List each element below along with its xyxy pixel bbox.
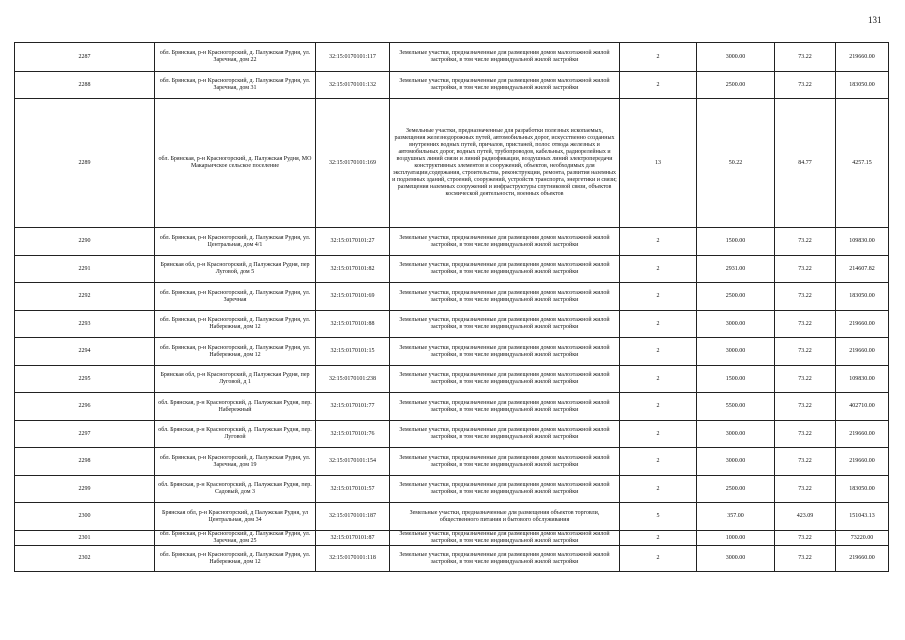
cadastral-value-cell: 219660.00	[836, 311, 889, 338]
table-row	[15, 448, 889, 476]
cadastral-value-cell: 402710.00	[836, 393, 889, 421]
use-group-cell: 2	[620, 476, 697, 503]
page-number: 131	[868, 15, 882, 25]
specific-value-cell: 73.22	[775, 228, 836, 256]
cadastral-value-cell: 219660.00	[836, 43, 889, 72]
land-use-cell: Земельные участки, предназначенные для размещения домов малоэтажной жилой застройки, в том числе индивидуальной жилой застройки	[390, 311, 620, 338]
table-row	[15, 72, 889, 99]
row-number-cell: 2293	[15, 311, 155, 338]
area-cell: 2500.00	[697, 476, 775, 503]
table-row	[15, 421, 889, 448]
land-use-cell: Земельные участки, предназначенные для размещения домов малоэтажной жилой застройки, в том числе индивидуальной жилой застройки	[390, 338, 620, 366]
table-row	[15, 99, 889, 228]
specific-value-cell: 73.22	[775, 338, 836, 366]
specific-value-cell: 73.22	[775, 256, 836, 283]
use-group-cell: 2	[620, 283, 697, 311]
use-group-cell: 2	[620, 531, 697, 546]
specific-value-cell: 423.09	[775, 503, 836, 531]
use-group-cell: 5	[620, 503, 697, 531]
address-cell: Брянская обл, р-н Красногорский, д Палужская Рудня, ул Центральная, дом 34	[155, 503, 316, 531]
cadastral-value-cell: 109830.00	[836, 366, 889, 393]
address-cell: обл. Брянская, р-н Красногорский, д. Палужская Рудня, ул. Заречная	[155, 283, 316, 311]
cadastral-number-cell: 32:15:0170101:187	[316, 503, 390, 531]
use-group-cell: 2	[620, 421, 697, 448]
area-cell: 1500.00	[697, 228, 775, 256]
table-row	[15, 228, 889, 256]
row-number-cell: 2287	[15, 43, 155, 72]
area-cell: 3000.00	[697, 311, 775, 338]
row-number-cell: 2294	[15, 338, 155, 366]
address-cell: обл. Брянская, р-н Красногорский, д. Палужская Рудня, ул. Набережная, дом 12	[155, 338, 316, 366]
table-row	[15, 366, 889, 393]
address-cell: обл. Брянская, р-н Красногорский, д. Палужская Рудня, ул. Заречная, дом 22	[155, 43, 316, 72]
area-cell: 50.22	[697, 99, 775, 228]
specific-value-cell: 73.22	[775, 421, 836, 448]
land-use-cell: Земельные участки, предназначенные для размещения домов малоэтажной жилой застройки, в том числе индивидуальной жилой застройки	[390, 393, 620, 421]
cadastral-value-cell: 183050.00	[836, 72, 889, 99]
cadastral-value-cell: 219660.00	[836, 338, 889, 366]
table-row	[15, 476, 889, 503]
specific-value-cell: 73.22	[775, 366, 836, 393]
address-cell: обл. Брянская, р-н Красногорский, д. Палужская Рудня, ул. Заречная, дом 31	[155, 72, 316, 99]
specific-value-cell: 84.77	[775, 99, 836, 228]
row-number-cell: 2296	[15, 393, 155, 421]
cadastral-value-cell: 183050.00	[836, 476, 889, 503]
specific-value-cell: 73.22	[775, 43, 836, 72]
cadastral-value-cell: 4257.15	[836, 99, 889, 228]
table-row	[15, 546, 889, 572]
specific-value-cell: 73.22	[775, 283, 836, 311]
use-group-cell: 2	[620, 338, 697, 366]
row-number-cell: 2288	[15, 72, 155, 99]
land-use-cell: Земельные участки, предназначенные для размещения домов малоэтажной жилой застройки, в том числе индивидуальной жилой застройки	[390, 72, 620, 99]
use-group-cell: 2	[620, 43, 697, 72]
cadastral-value-cell: 219660.00	[836, 421, 889, 448]
cadastral-number-cell: 32:15:0170101:169	[316, 99, 390, 228]
land-use-cell: Земельные участки, предназначенные для размещения домов малоэтажной жилой застройки, в том числе индивидуальной жилой застройки	[390, 421, 620, 448]
cadastral-number-cell: 32:15:0170101:15	[316, 338, 390, 366]
use-group-cell: 2	[620, 448, 697, 476]
use-group-cell: 2	[620, 256, 697, 283]
land-use-cell: Земельные участки, предназначенные для разработки полезных ископаемых, размещения железнодорожных путей, автомобильных дорог, искусственно созданных внутренних водных путей, причалов, пристаней, полос отвода железных и автомобильных дорог, водных путей, трубопроводов, кабельных, радиорелейных и воздушных линий связи и линий радиофикации, воздушных линий электропередачи конструктивных элементов и сооружений, объектов, необходимых для эксплуатации,содержания, строительства, реконструкции, ремонта, развития наземных и подземных зданий, строений, сооружений, устройств транспорта, энергетики и связи; размещения наземных сооружений и инфраструктуры спутниковой связи, объектов космической деятельности, военных объектов	[390, 99, 620, 228]
area-cell: 3000.00	[697, 448, 775, 476]
cadastral-number-cell: 32:15:0170101:238	[316, 366, 390, 393]
land-use-cell: Земельные участки, предназначенные для размещения домов малоэтажной жилой застройки, в том числе индивидуальной жилой застройки	[390, 366, 620, 393]
use-group-cell: 2	[620, 311, 697, 338]
specific-value-cell: 73.22	[775, 311, 836, 338]
row-number-cell: 2300	[15, 503, 155, 531]
area-cell: 2931.00	[697, 256, 775, 283]
address-cell: обл. Брянская, р-н Красногорский, д. Палужская Рудня, пер. Садовый, дом 3	[155, 476, 316, 503]
row-number-cell: 2292	[15, 283, 155, 311]
table-row	[15, 43, 889, 72]
table-row	[15, 338, 889, 366]
cadastral-number-cell: 32:15:0170101:117	[316, 43, 390, 72]
specific-value-cell: 73.22	[775, 72, 836, 99]
area-cell: 3000.00	[697, 338, 775, 366]
cadastral-number-cell: 32:15:0170101:27	[316, 228, 390, 256]
cadastral-value-cell: 214607.82	[836, 256, 889, 283]
table-row	[15, 283, 889, 311]
land-register-table	[14, 42, 889, 572]
land-use-cell: Земельные участки, предназначенные для размещения домов малоэтажной жилой застройки, в том числе индивидуальной жилой застройки	[390, 228, 620, 256]
row-number-cell: 2302	[15, 546, 155, 572]
specific-value-cell: 73.22	[775, 393, 836, 421]
address-cell: обл. Брянская, р-н Красногорский, д. Палужская Рудня, пер. Луговой	[155, 421, 316, 448]
land-use-cell: Земельные участки, предназначенные для размещения домов малоэтажной жилой застройки, в том числе индивидуальной жилой застройки	[390, 256, 620, 283]
land-use-cell: Земельные участки, предназначенные для размещения объектов торговли, общественного питания и бытового обслуживания	[390, 503, 620, 531]
address-cell: обл. Брянская, р-н Красногорский, д. Палужская Рудня, ул. Центральная, дом 4/1	[155, 228, 316, 256]
row-number-cell: 2301	[15, 531, 155, 546]
cadastral-number-cell: 32:15:0170101:154	[316, 448, 390, 476]
address-cell: обл. Брянская, р-н Красногорский, д. Палужская Рудня, МО Макарьичское сельское поселение	[155, 99, 316, 228]
address-cell: обл. Брянская, р-н Красногорский, д. Палужская Рудня, ул. Заречная, дом 19	[155, 448, 316, 476]
cadastral-number-cell: 32:15:0170101:88	[316, 311, 390, 338]
table-row	[15, 393, 889, 421]
table-body	[15, 43, 889, 572]
cadastral-value-cell: 219660.00	[836, 546, 889, 572]
cadastral-number-cell: 32:15:0170101:87	[316, 531, 390, 546]
specific-value-cell: 73.22	[775, 448, 836, 476]
specific-value-cell: 73.22	[775, 531, 836, 546]
area-cell: 3000.00	[697, 43, 775, 72]
land-use-cell: Земельные участки, предназначенные для размещения домов малоэтажной жилой застройки, в том числе индивидуальной жилой застройки	[390, 448, 620, 476]
area-cell: 1000.00	[697, 531, 775, 546]
land-use-cell: Земельные участки, предназначенные для размещения домов малоэтажной жилой застройки, в том числе индивидуальной жилой застройки	[390, 283, 620, 311]
cadastral-number-cell: 32:15:0170101:132	[316, 72, 390, 99]
row-number-cell: 2297	[15, 421, 155, 448]
cadastral-number-cell: 32:15:0170101:77	[316, 393, 390, 421]
land-use-cell: Земельные участки, предназначенные для размещения домов малоэтажной жилой застройки, в том числе индивидуальной жилой застройки	[390, 43, 620, 72]
cadastral-number-cell: 32:15:0170101:82	[316, 256, 390, 283]
table-row	[15, 531, 889, 546]
cadastral-value-cell: 219660.00	[836, 448, 889, 476]
use-group-cell: 2	[620, 366, 697, 393]
area-cell: 5500.00	[697, 393, 775, 421]
use-group-cell: 2	[620, 228, 697, 256]
row-number-cell: 2289	[15, 99, 155, 228]
area-cell: 2500.00	[697, 283, 775, 311]
address-cell: обл. Брянская, р-н Красногорский, д. Палужская Рудня, ул. Заречная, дом 25	[155, 531, 316, 546]
area-cell: 2500.00	[697, 72, 775, 99]
address-cell: обл. Брянская, р-н Красногорский, д. Палужская Рудня, пер. Набережный	[155, 393, 316, 421]
cadastral-number-cell: 32:15:0170101:76	[316, 421, 390, 448]
cadastral-value-cell: 109830.00	[836, 228, 889, 256]
land-use-cell: Земельные участки, предназначенные для размещения домов малоэтажной жилой застройки, в том числе индивидуальной жилой застройки	[390, 476, 620, 503]
row-number-cell: 2291	[15, 256, 155, 283]
use-group-cell: 13	[620, 99, 697, 228]
use-group-cell: 2	[620, 546, 697, 572]
cadastral-number-cell: 32:15:0170101:57	[316, 476, 390, 503]
address-cell: обл. Брянская, р-н Красногорский, д. Палужская Рудня, ул. Набережная, дом 12	[155, 546, 316, 572]
cadastral-value-cell: 183050.00	[836, 283, 889, 311]
cadastral-value-cell: 151043.13	[836, 503, 889, 531]
area-cell: 1500.00	[697, 366, 775, 393]
specific-value-cell: 73.22	[775, 546, 836, 572]
area-cell: 3000.00	[697, 421, 775, 448]
land-use-cell: Земельные участки, предназначенные для размещения домов малоэтажной жилой застройки, в том числе индивидуальной жилой застройки	[390, 531, 620, 546]
row-number-cell: 2299	[15, 476, 155, 503]
cadastral-number-cell: 32:15:0170101:118	[316, 546, 390, 572]
use-group-cell: 2	[620, 72, 697, 99]
use-group-cell: 2	[620, 393, 697, 421]
specific-value-cell: 73.22	[775, 476, 836, 503]
table-row	[15, 311, 889, 338]
address-cell: Брянская обл, р-н Красногорский, д Палужская Рудня, пер Луговой, д 1	[155, 366, 316, 393]
row-number-cell: 2295	[15, 366, 155, 393]
area-cell: 3000.00	[697, 546, 775, 572]
area-cell: 357.00	[697, 503, 775, 531]
table-row	[15, 503, 889, 531]
land-use-cell: Земельные участки, предназначенные для размещения домов малоэтажной жилой застройки, в том числе индивидуальной жилой застройки	[390, 546, 620, 572]
row-number-cell: 2290	[15, 228, 155, 256]
table-row	[15, 256, 889, 283]
cadastral-number-cell: 32:15:0170101:69	[316, 283, 390, 311]
address-cell: Брянская обл, р-н Красногорский, д Палужская Рудня, пер Луговой, дом 5	[155, 256, 316, 283]
address-cell: обл. Брянская, р-н Красногорский, д. Палужская Рудня, ул. Набережная, дом 12	[155, 311, 316, 338]
row-number-cell: 2298	[15, 448, 155, 476]
cadastral-value-cell: 73220.00	[836, 531, 889, 546]
